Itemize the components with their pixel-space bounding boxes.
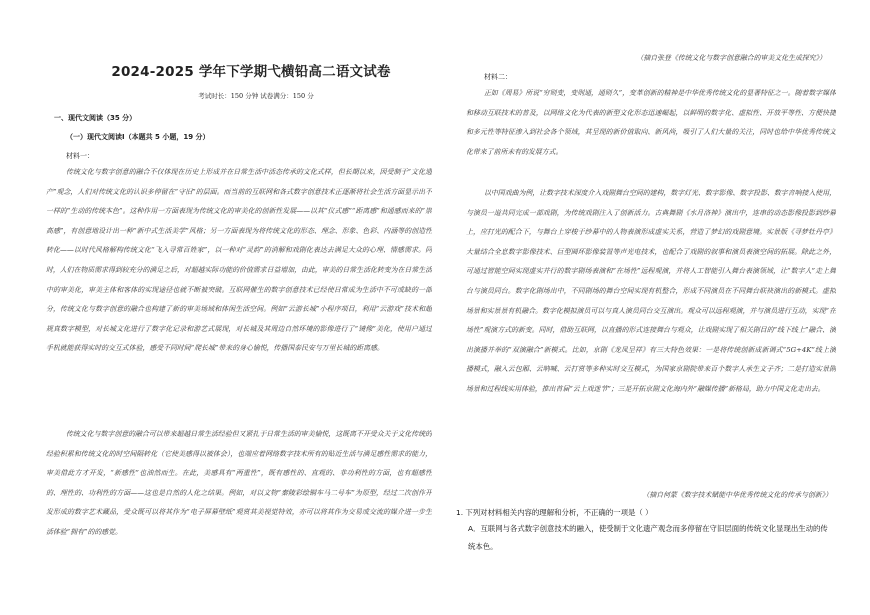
source-citation-1: （摘自张登《传统文化与数字创意融合的审美文化生成探究》） [636, 54, 826, 62]
option-a: A．互联网与各式数字创意技术的融入，使受制于文化遗产观念而多停留在守旧层面的传统文化显现出生动的传统本色。 [468, 524, 828, 551]
question-1: 1. 下列对材料相关内容的理解和分析，不正确的一项是（ ） [456, 508, 653, 517]
material-two-paragraph-1: 正如《周易》所说“穷则变，变则通，通则久”，变革创新的精神是中华优秀传统文化的显著特征之一。随着数字媒体和移动互联技术的普及，以网络文化为代表的新型文化形态迅速崛起，以鲜明的数字化、虚拟性、开放平等性、方便快捷和多元性等特征渗入到社会各个领域，其呈现的新价值取向、新风尚，吸引了人们大量的关注，同时也给中华优秀传统文化带来了前所未有的发展方式。 [466, 89, 836, 156]
section-heading: 一、现代文阅读（35 分） [54, 114, 137, 122]
material-two-paragraph-2: 以中国戏曲为例，让数字技术深度介入戏剧舞台空间的建构，数字灯光、数字影像、数字投影、数字音响接入使用，与演员一道共同完成一部戏剧，为传统戏剧注入了创新活力。古典舞剧《水月洛神》演出中，连串的动态影像投影到纱幕上，应打光的配合下，与舞台上穿梭于纱幕中的人物表演形成虚实关系，营造了梦幻的戏剧意境。实景版《寻梦牡丹亭》大量结合全息数字影像技术、巨型圆环影像装置等声光电技术，也配合了戏剧的叙事和演员表演空间的拓展。除此之外，可通过智能空间实现虚实并行的数字剧场表演和“在场性”远程观演，并将人工智能引入舞台表演领域，让“数字人”走上舞台与演员同台。数字化剧场出中，不同剧场的舞台空间实现有机整合，形成不同演员在不同舞台联袂演出的新模式。虚拟场景和实景景有机融合。数字化模拟演员可以与真人演员同台交互演出。观众可以远程观演，并与演员进行互动，实现“在场性”观演方式的新变。同时，借助互联网，以直播的形式连接舞台与观众，让戏剧实现了相关剧目的“线下线上”融合、演出演播并举的“双演融合”新模式。比如，京剧《龙凤呈祥》有三大特色效果：一是将传统创新成新调式“5G+4K”线上演播模式，融入云包厢、云呐喊、云打赏等多种实时交互模式，为国家京剧院带来百个数字人承生文子齐；二是打造实景剧场景和过程线实用体验，推出首届“云上戏迷节”；三是开拓京剧文化海内外“融媒传播”新格局，助力中国文化走出去。 [466, 189, 836, 393]
material-one-paragraph-2: 传统文化与数字创意的融合可以带来超越日常生活经验但又紧扎于日常生活的审美愉悦，这既离不开受众关于文化传统的经验积累和传统文化的时空间隔转化（它使美感得以被体会），也端应着网络数字技术所有的贴近生活与满足感性需求的能力，审美借此方才开发，“新感性”也油然而生。在此，美感具有“两重性”，既有感性的、直观的、非功利性的方面，也有超感性的、理性的、功利性的方面——这也是自然的人化之结果。例如，对以文物“秦陵彩绘铜车马二号车”为原型，经过二次创作开发形成的数字艺术藏品，受众既可以将其作为“电子屏幕壁纸”观赏其美视觉特效，亦可以将其作为交易或交流的媒介进一步生活体验“拥有”的的感觉。 [46, 430, 432, 536]
material-one-label: 材料一： [66, 152, 94, 160]
material-one-paragraph-1: 传统文化与数字创意的融合不仅体现在历史上形成并在日常生活中活态传承的文化式样，但长期以来，因受制于“文化遗产”观念，人们对传统文化的认识多停留在“守旧”的层面。而当前的互联网和各式数字创意技术正逐渐将社会生活方面显示出不一样的“生动的传统本色”。这种作用一方面表现为传统文化的审美化的创新性发展——以其“仪式感”“距离感”和通感而来的“崇高感”，有创意地设计出一种“新中式生活美学”风格；另一方面表现为将传统文化的形态、理念、形象、色彩、内涵等的创造性转化——以时代风格解构传统文化“飞入寻常百姓家”，以一种对“灵韵”的消解和戏剧化表达去满足大众的心理、情感需求。同时，人们在物质需求得到较充分的满足之后，对超越实际功能的价值需求日益增加，由此，审美的日常生活化转变为在日常生活中的审美化，审美主体和客体的实现途径也就不断被突破。互联网催生的数字创意技术已经使日常成为生活中不可或缺的一部分，传统文化与数字创意的融合也构建了新的审美场域和体闲生活空间。例如“云游长城”小程序项目，利用“云游戏”技术和超规真数字模型，对长城文化进行了数字化记录和游艺式展现，对长城及其周边自然环境的影像进行了“镜像”美化，使用户通过手机就能获得实时的交互式体验，感受不同时间“爬长城”带来的身心愉悦，传播国泰民安与万里长城的距离感。 [46, 168, 432, 353]
material-two-label: 材料二： [484, 73, 512, 81]
exam-info: 考试时长：150 分钟 试卷满分：150 分 [198, 92, 314, 100]
source-citation-2: （摘自何蒙《数字技术赋能中华优秀传统文化的传承与创新》） [642, 491, 832, 499]
exam-title: 2024-2025 学年下学期弋横铅高二语文试卷 [111, 64, 391, 80]
subsection-heading: （一）现代文阅读Ⅰ（本题共 5 小题，19 分） [66, 133, 210, 141]
